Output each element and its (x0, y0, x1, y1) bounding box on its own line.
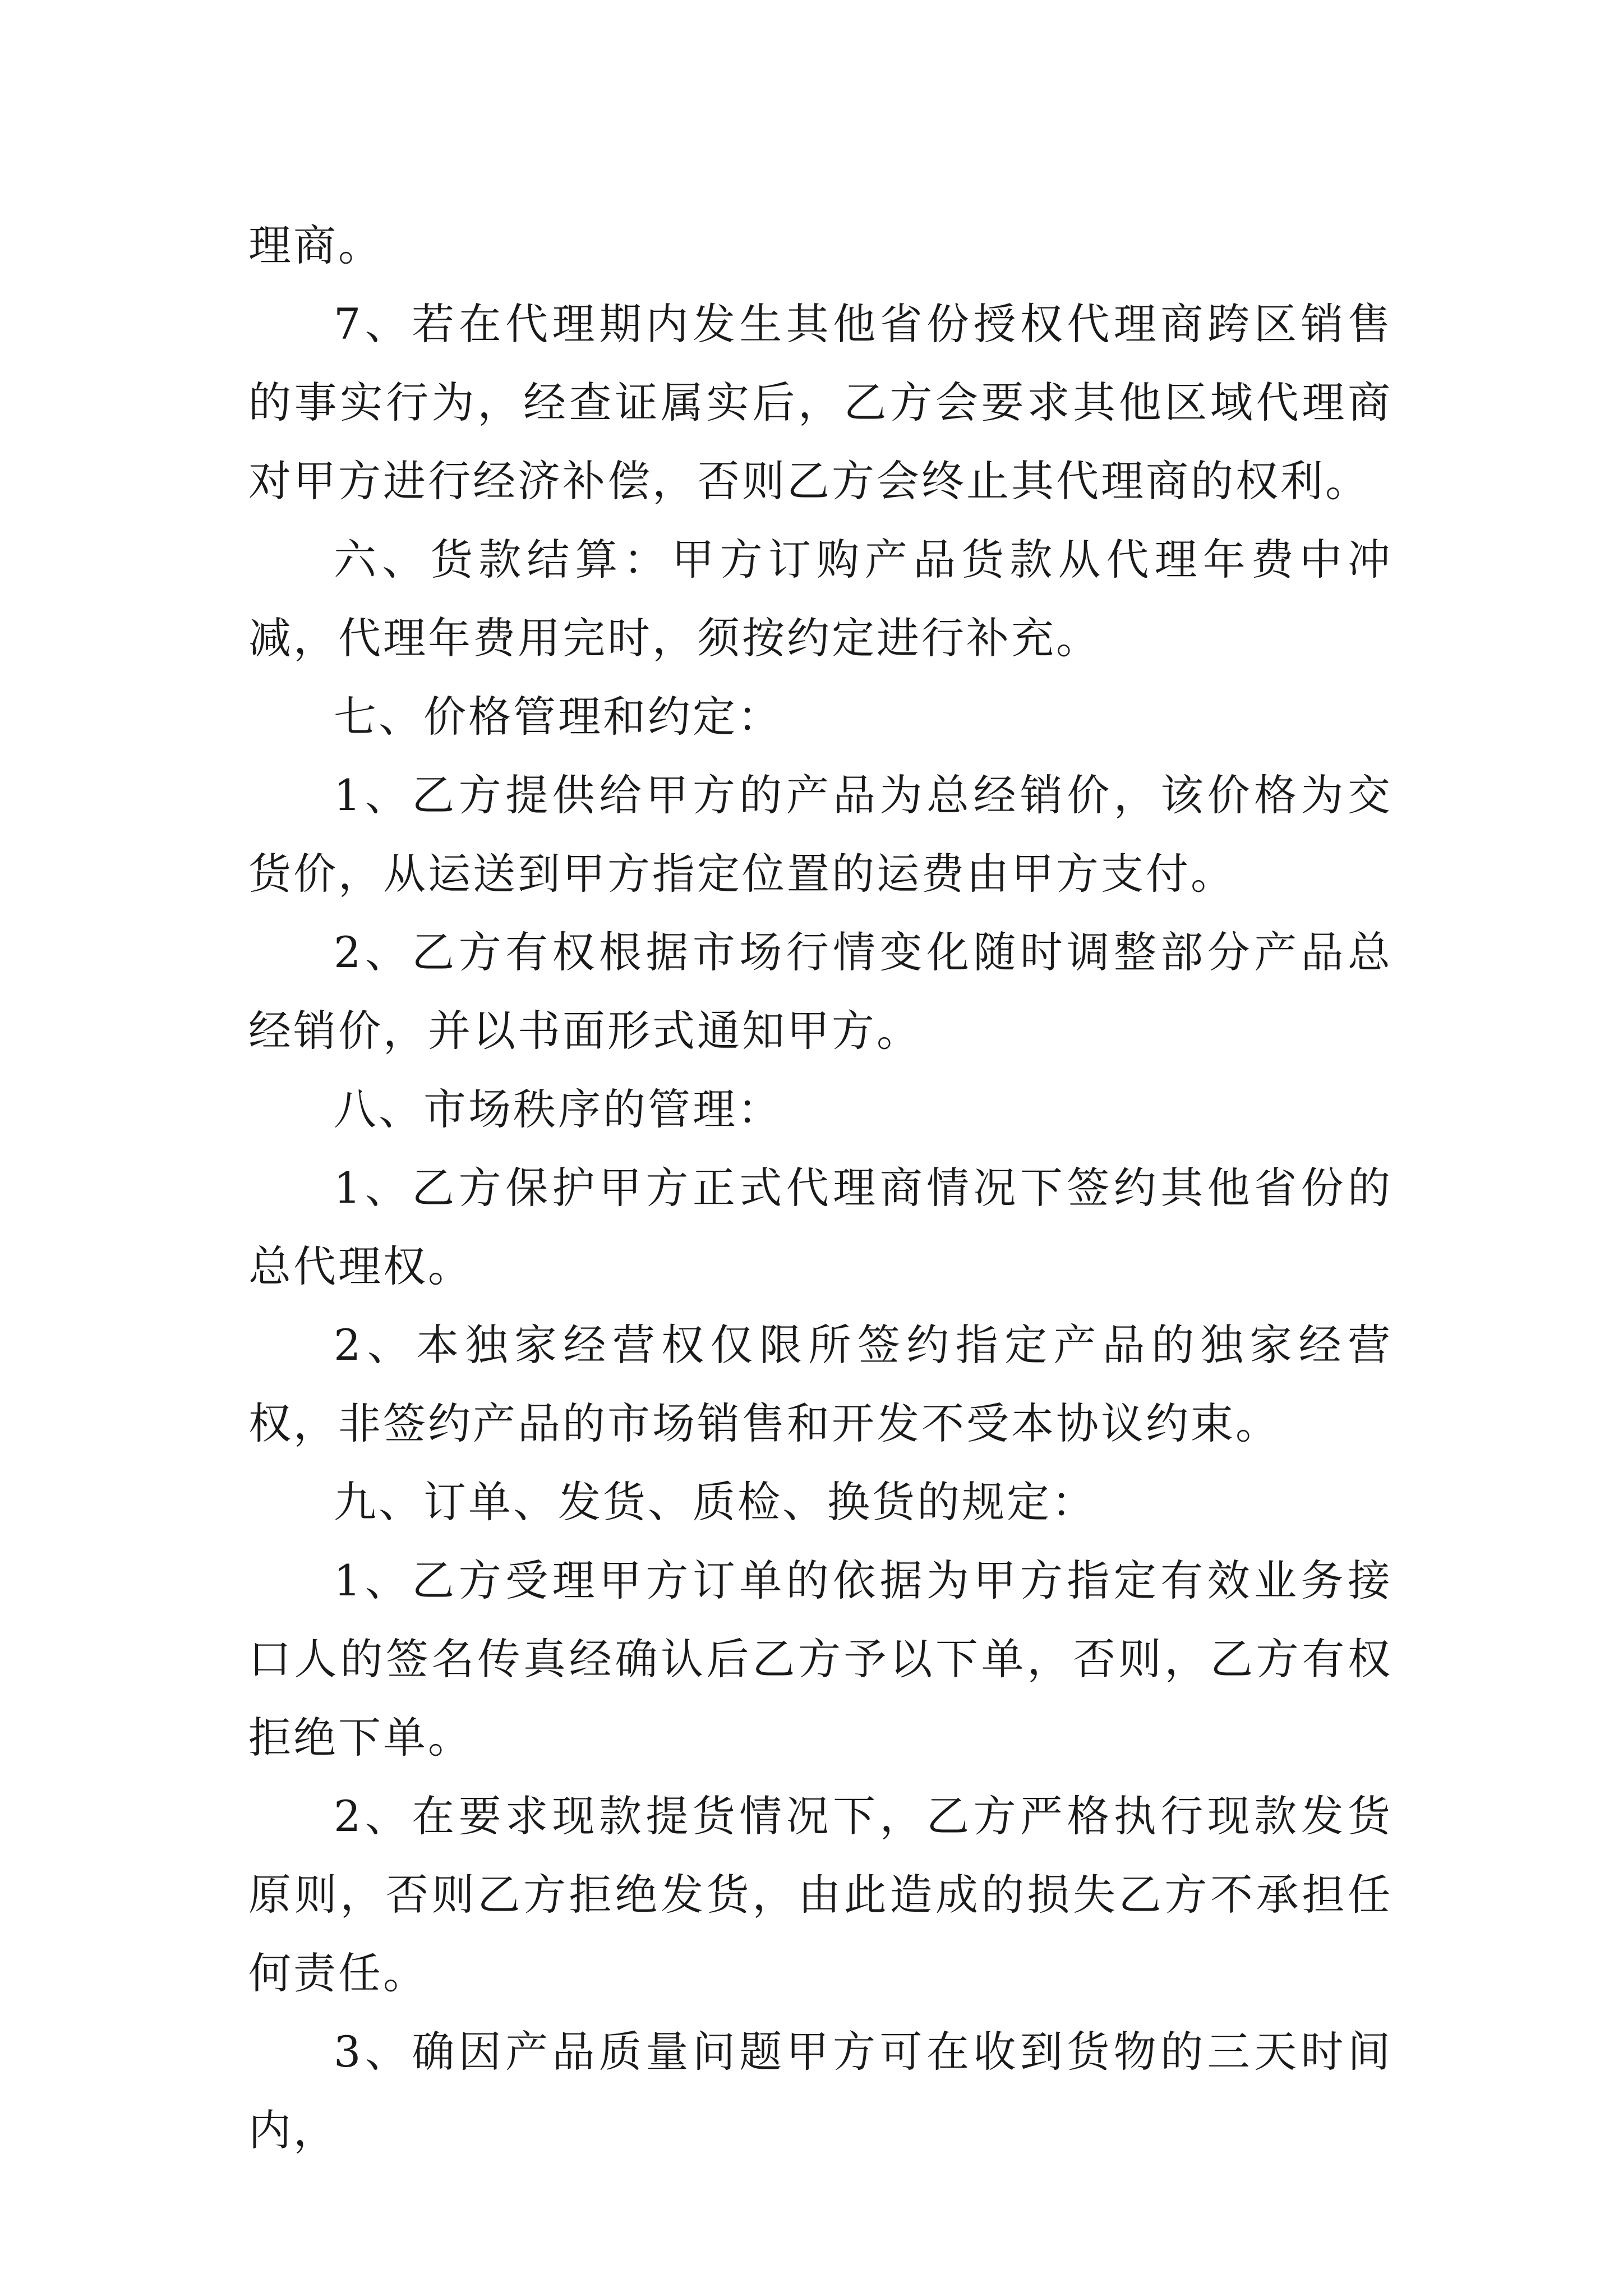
paragraph-clause-8-2: 2、本独家经营权仅限所签约指定产品的独家经营权，非签约产品的市场销售和开发不受本协议约束。 (248, 1320, 1393, 1448)
paragraph-clause-7-2: 2、乙方有权根据市场行情变化随时调整部分产品总经销价，并以书面形式通知甲方。 (248, 927, 1393, 1056)
paragraph-section-6-payment: 六、货款结算：甲方订购产品货款从代理年费中冲减，代理年费用完时，须按约定进行补充。 (248, 535, 1393, 663)
paragraph-clause-7-1: 1、乙方提供给甲方的产品为总经销价，该价格为交货价，从运送到甲方指定位置的运费由甲方支付。 (248, 770, 1393, 899)
paragraph-section-7-heading: 七、价格管理和约定： (334, 692, 782, 742)
paragraph-section-8-heading: 八、市场秩序的管理： (334, 1084, 782, 1134)
paragraph-clause-9-1: 1、乙方受理甲方订单的依据为甲方指定有效业务接口人的签名传真经确认后乙方予以下单，否则，乙方有权拒绝下单。 (248, 1556, 1393, 1763)
paragraph-clause-5-7: 7、若在代理期内发生其他省份授权代理商跨区销售的事实行为，经查证属实后，乙方会要求其他区域代理商对甲方进行经济补偿，否则乙方会终止其代理商的权利。 (248, 299, 1393, 506)
paragraph-clause-8-1: 1、乙方保护甲方正式代理商情况下签约其他省份的总代理权。 (248, 1163, 1393, 1291)
paragraph-clause-9-2: 2、在要求现款提货情况下，乙方严格执行现款发货原则，否则乙方拒绝发货，由此造成的损失乙方不承担任何责任。 (248, 1791, 1393, 1998)
document-body (248, 206, 1393, 2170)
paragraph-continuation: 理商。 (248, 220, 383, 270)
paragraph-section-9-heading: 九、订单、发货、质检、换货的规定： (334, 1477, 1096, 1527)
paragraph-clause-9-3: 3、确因产品质量问题甲方可在收到货物的三天时间内， (248, 2027, 1393, 2155)
